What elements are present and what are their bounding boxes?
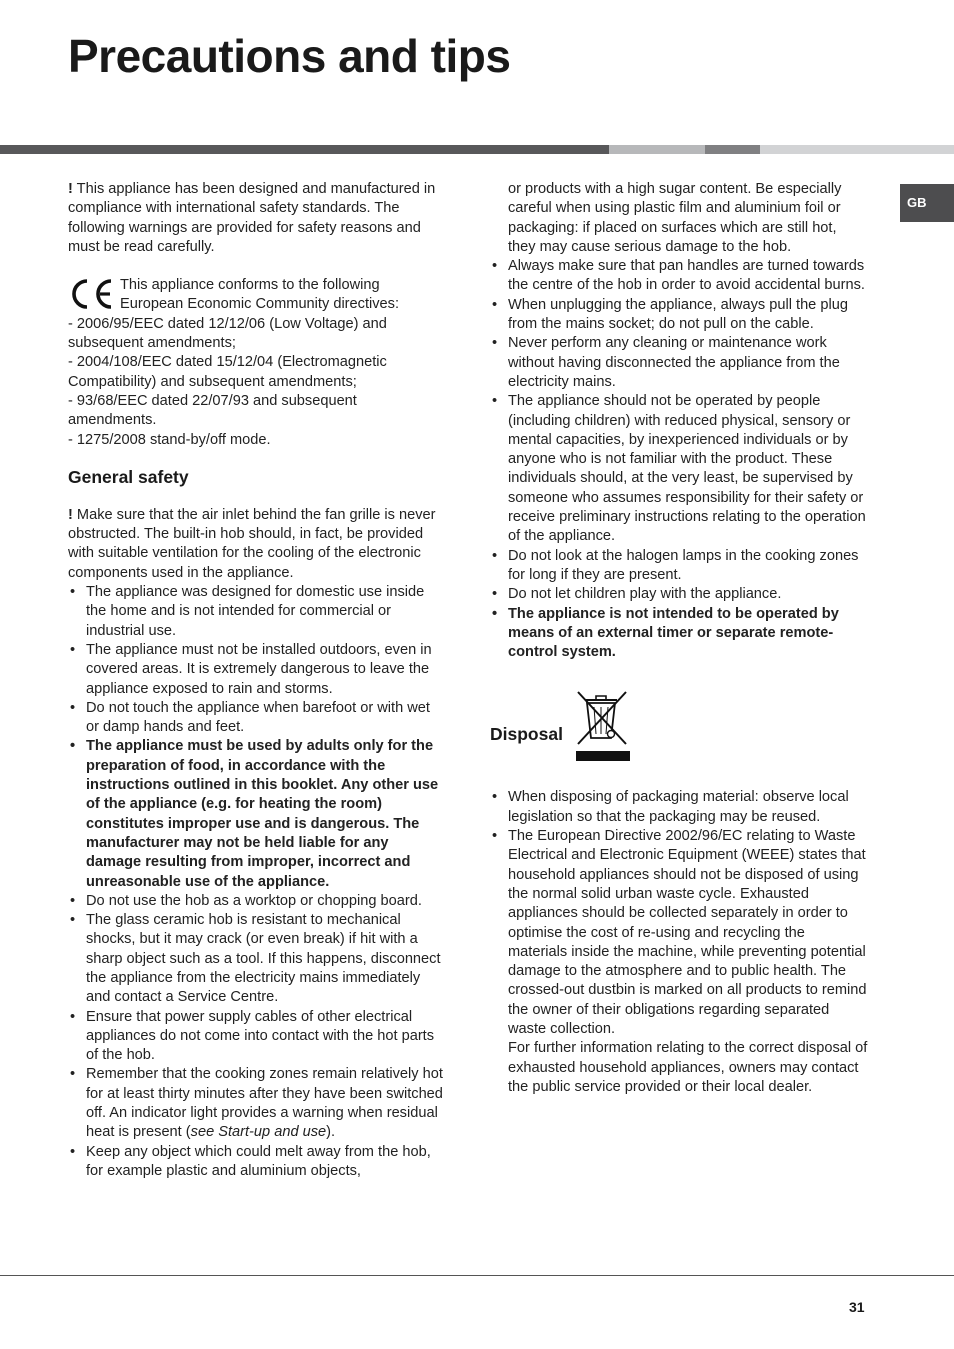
list-item: • When unplugging the appliance, always pull the plug from the mains socket; do not pull on the cable. bbox=[490, 296, 868, 335]
disposal-heading: Disposal bbox=[490, 724, 563, 745]
page-number: 31 bbox=[849, 1299, 865, 1315]
warning-mark: ! bbox=[68, 506, 73, 523]
list-item: • The European Directive 2002/96/EC relating to Waste Electrical and Electronic Equipment (WEEE) states that household appliances should not be disposed of using the normal solid urban waste cycle. Exhausted appliances should be collected separately in order to optimise the cost of re-using and recycling the materials inside the machine, while preventing potential damage to the atmosphere and to public health. The crossed-out dustbin is marked on all products to remind the owner of their obligations regarding separated waste collection. For further information relating to the correct disposal of exhausted household appliances, owners may contact the public service provided or their local dealer. bbox=[490, 827, 868, 1097]
list-item: • Remember that the cooking zones remain relatively hot for at least thirty minutes after they have been switched off. An indicator light provides a warning when residual heat is present (see Start-up and use). bbox=[68, 1065, 446, 1142]
list-item: • Keep any object which could melt away from the hob, for example plastic and aluminium objects, bbox=[68, 1143, 446, 1182]
list-item: • Do not use the hob as a worktop or chopping board. bbox=[68, 892, 446, 911]
list-item: • The appliance should not be operated by people (including children) with reduced physical, sensory or mental capacities, by inexperienced individuals or by anyone who is not familiar with the product. These individuals should, at the very least, be supervised by someone who assumes responsibility for their safety or receive preliminary instructions relating to the operation of the appliance. bbox=[490, 392, 868, 546]
list-item: • Do not touch the appliance when barefoot or with wet or damp hands and feet. bbox=[68, 699, 446, 738]
header-rule-mid bbox=[705, 145, 760, 154]
list-item: • Always make sure that pan handles are turned towards the centre of the hob in order to avoid accidental burns. bbox=[490, 257, 868, 296]
list-item: • When disposing of packaging material: observe local legislation so that the packaging may be reused. bbox=[490, 788, 868, 827]
header-rule-light bbox=[609, 145, 705, 154]
ce-conformity bbox=[68, 276, 446, 450]
general-safety-lead: ! Make sure that the air inlet behind the fan grille is never obstructed. The built-in hob should, in fact, be provided with suitable ventilation for the cooling of the electronic components used in the appliance. bbox=[68, 506, 436, 581]
cross-reference: see Start-up and use bbox=[190, 1124, 327, 1141]
general-safety-heading: General safety bbox=[68, 466, 189, 487]
ce-directive: - 1275/2008 stand-by/off mode. bbox=[68, 431, 271, 448]
ce-mark-icon bbox=[68, 278, 114, 310]
header-rule-pale bbox=[760, 145, 954, 154]
list-item: • Do not let children play with the appliance. bbox=[490, 585, 868, 604]
general-safety-list bbox=[68, 583, 446, 1181]
list-item: • The appliance must not be installed outdoors, even in covered areas. It is extremely dangerous to leave the appliance exposed to rain and storms. bbox=[68, 641, 446, 699]
page-title: Precautions and tips bbox=[68, 30, 511, 82]
list-item: • The appliance must be used by adults only for the preparation of food, in accordance with the instructions outlined in this booklet. Any other use of the appliance (e.g. for heating the room) constitutes improper use and is dangerous. The manufacturer may not be held liable for any damage resulting from improper, incorrect and unreasonable use of the appliance. bbox=[68, 737, 446, 891]
right-column bbox=[490, 180, 868, 1097]
ce-directive: - 2004/108/EEC dated 15/12/04 (Electromagnetic Compatibility) and subsequent amendments; bbox=[68, 354, 387, 390]
footer-rule bbox=[0, 1275, 954, 1276]
disposal-list bbox=[490, 788, 868, 1097]
header-rule-dark bbox=[0, 145, 609, 154]
left-column bbox=[68, 180, 446, 1181]
list-item: • Ensure that power supply cables of other electrical appliances do not come into contact with the hot parts of the hob. bbox=[68, 1008, 446, 1066]
warning-mark: ! bbox=[68, 181, 73, 197]
disposal-further-info: For further information relating to the correct disposal of exhausted household appliances, owners may contact the public service provided or their local dealer. bbox=[508, 1040, 868, 1095]
right-safety-list bbox=[490, 180, 868, 662]
language-tab: GB bbox=[900, 184, 954, 222]
list-item-continued: or products with a high sugar content. Be especially careful when using plastic film and aluminium foil or packaging: if placed on surfaces which are still hot, they may cause serious damage to the hob. bbox=[508, 181, 842, 255]
crossed-out-bin-icon bbox=[574, 690, 630, 764]
list-item: • Never perform any cleaning or maintenance work without having disconnected the appliance from the electricity mains. bbox=[490, 334, 868, 392]
ce-directive: - 93/68/EEC dated 22/07/93 and subsequent amendments. bbox=[68, 392, 357, 429]
intro-text: This appliance has been designed and manufactured in compliance with international safety standards. The following warnings are provided for safety reasons and must be read carefully. bbox=[68, 181, 436, 255]
list-item: • The appliance is not intended to be operated by means of an external timer or separate remote-control system. bbox=[490, 605, 868, 663]
ce-lead-text: This appliance conforms to the following European Economic Community directives: bbox=[120, 277, 400, 313]
list-item: • The appliance was designed for domestic use inside the home and is not intended for commercial or industrial use. bbox=[68, 583, 446, 641]
intro-paragraph bbox=[68, 180, 446, 257]
ce-directive: - 2006/95/EEC dated 12/12/06 (Low Voltage) and subsequent amendments; bbox=[68, 315, 387, 352]
list-item: • Do not look at the halogen lamps in the cooking zones for long if they are present. bbox=[490, 547, 868, 586]
disposal-header bbox=[490, 690, 868, 788]
list-item: • The glass ceramic hob is resistant to mechanical shocks, but it may crack (or even break) if hit with a sharp object such as a tool. If this happens, disconnect the appliance from the electricity mains immediately and contact a Service Centre. bbox=[68, 911, 446, 1007]
